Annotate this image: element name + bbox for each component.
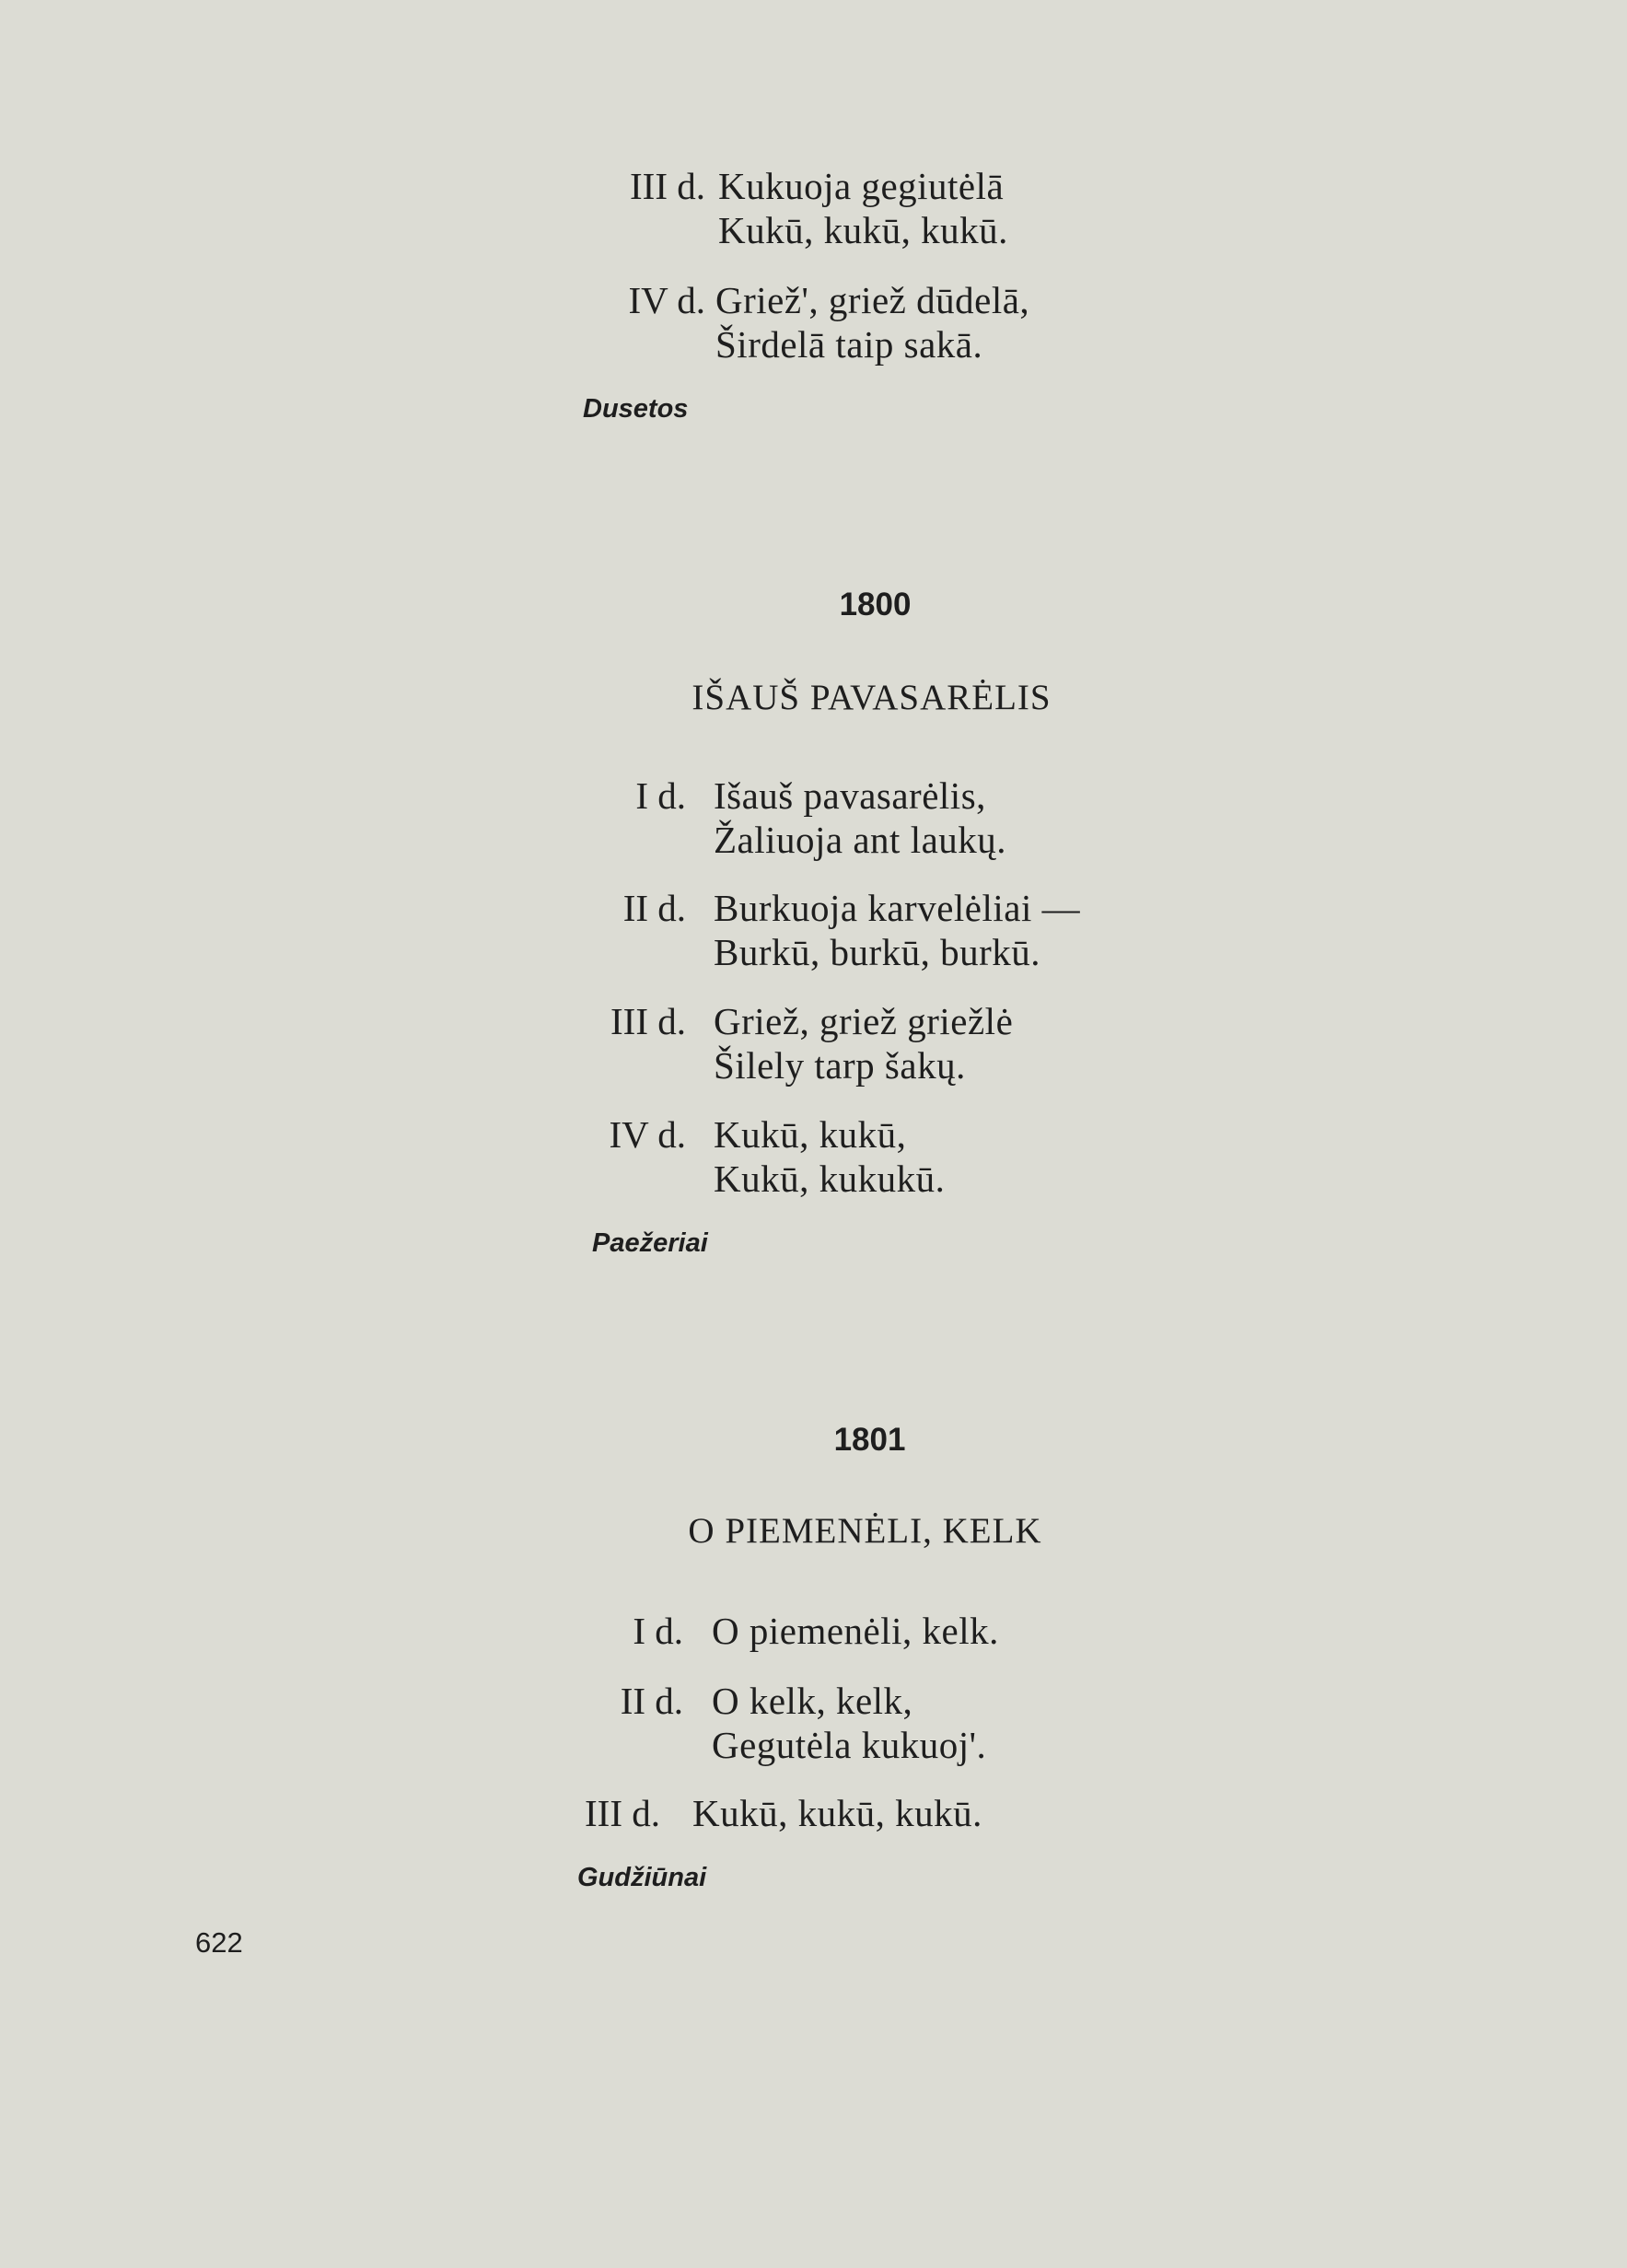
verse-line: Kukū, kukū, kukū. xyxy=(718,209,1008,251)
verse-line: Burkuoja karvelėliai — xyxy=(714,887,1081,929)
page-number: 622 xyxy=(195,1926,243,1959)
verse-number: II d. xyxy=(620,1680,683,1722)
place-of-recording: Dusetos xyxy=(583,394,689,424)
verse-line: Gegutėla kukuoj'. xyxy=(712,1724,987,1766)
place-of-recording: Paežeriai xyxy=(592,1228,708,1258)
verse-line: Širdelā taip sakā. xyxy=(715,323,983,366)
song-title: IŠAUŠ PAVASARĖLIS xyxy=(691,678,1052,717)
verse-number: III d. xyxy=(630,165,705,207)
song-title: O PIEMENĖLI, KELK xyxy=(688,1511,1042,1551)
verse-number: IV d. xyxy=(609,1113,686,1156)
verse-number: IV d. xyxy=(628,279,705,321)
place-of-recording: Gudžiūnai xyxy=(577,1863,707,1892)
verse-number: III d. xyxy=(610,1000,686,1042)
verse-line: Kukuoja gegiutėlā xyxy=(718,165,1005,207)
verse-line: Griež, griež griežlė xyxy=(714,1000,1014,1042)
verse-line: Šilely tarp šakų. xyxy=(714,1044,966,1087)
verse-line: Griež', griež dūdelā, xyxy=(715,279,1030,321)
song-number: 1801 xyxy=(833,1422,906,1458)
song-number: 1800 xyxy=(839,587,912,622)
verse-line: Išauš pavasarėlis, xyxy=(714,774,986,817)
verse-number: III d. xyxy=(585,1792,660,1834)
verse-line: O piemenėli, kelk. xyxy=(712,1610,999,1652)
verse-number: II d. xyxy=(622,887,686,929)
verse-number: I d. xyxy=(635,774,686,817)
verse-number: I d. xyxy=(633,1610,683,1652)
verse-line: Burkū, burkū, burkū. xyxy=(714,931,1041,973)
verse-line: Kukū, kukukū. xyxy=(714,1157,946,1200)
verse-line: O kelk, kelk, xyxy=(712,1680,913,1722)
verse-line: Žaliuoja ant laukų. xyxy=(714,819,1007,861)
verse-line: Kukū, kukū, xyxy=(714,1113,907,1156)
verse-line: Kukū, kukū, kukū. xyxy=(692,1792,982,1834)
